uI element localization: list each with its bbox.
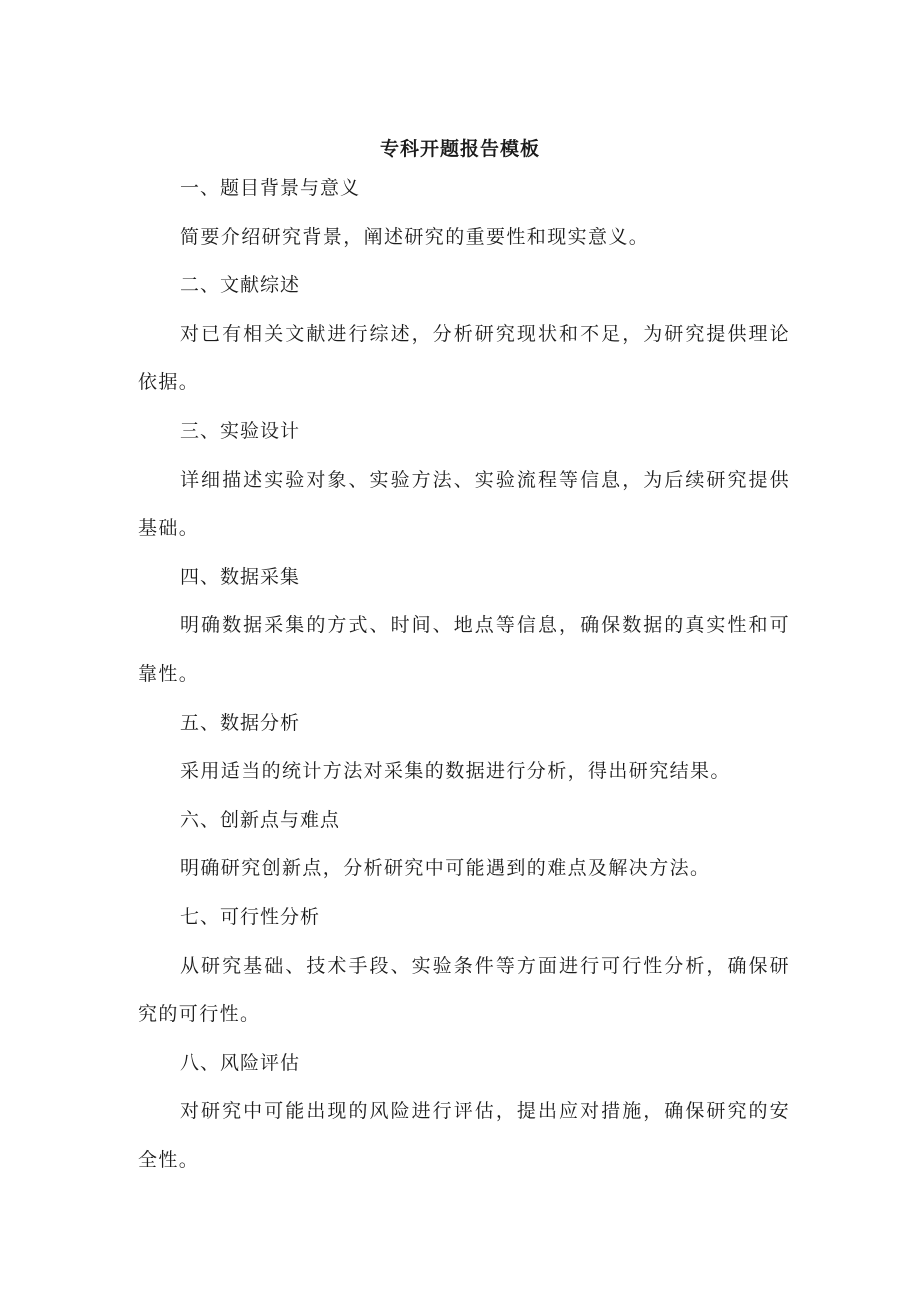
section-heading-risk-assessment: 八、风险评估 xyxy=(180,1051,301,1074)
document-title: 专科开题报告模板 xyxy=(379,137,540,160)
section-text-feasibility: 从研究基础、技术手段、实验条件等方面进行可行性分析，确保研究的可行性。 xyxy=(138,954,790,1026)
section-heading-data-collection: 四、数据采集 xyxy=(180,565,301,588)
section-heading-background: 一、题目背景与意义 xyxy=(180,177,361,199)
section-text-data-collection: 明确数据采集的方式、时间、地点等信息，确保数据的真实性和可靠性。 xyxy=(138,614,790,685)
section-heading-experiment-design: 三、实验设计 xyxy=(180,419,301,442)
section-heading-feasibility: 七、可行性分析 xyxy=(180,905,321,928)
section-text-data-analysis: 采用适当的统计方法对采集的数据进行分析，得出研究结果。 xyxy=(180,760,731,783)
section-text-risk-assessment: 对研究中可能出现的风险进行评估，提出应对措施，确保研究的安全性。 xyxy=(138,1100,790,1171)
section-heading-data-analysis: 五、数据分析 xyxy=(180,711,301,734)
document-body xyxy=(138,164,790,1184)
section-text-innovation: 明确研究创新点，分析研究中可能遇到的难点及解决方法。 xyxy=(180,857,711,880)
section-heading-innovation: 六、创新点与难点 xyxy=(180,808,341,831)
section-text-experiment-design: 详细描述实验对象、实验方法、实验流程等信息，为后续研究提供基础。 xyxy=(138,468,790,540)
section-heading-literature-review: 二、文献综述 xyxy=(180,274,301,297)
section-text-literature-review: 对已有相关文献进行综述，分析研究现状和不足，为研究提供理论依据。 xyxy=(138,322,790,394)
section-text-background: 简要介绍研究背景，阐述研究的重要性和现实意义。 xyxy=(180,225,650,248)
